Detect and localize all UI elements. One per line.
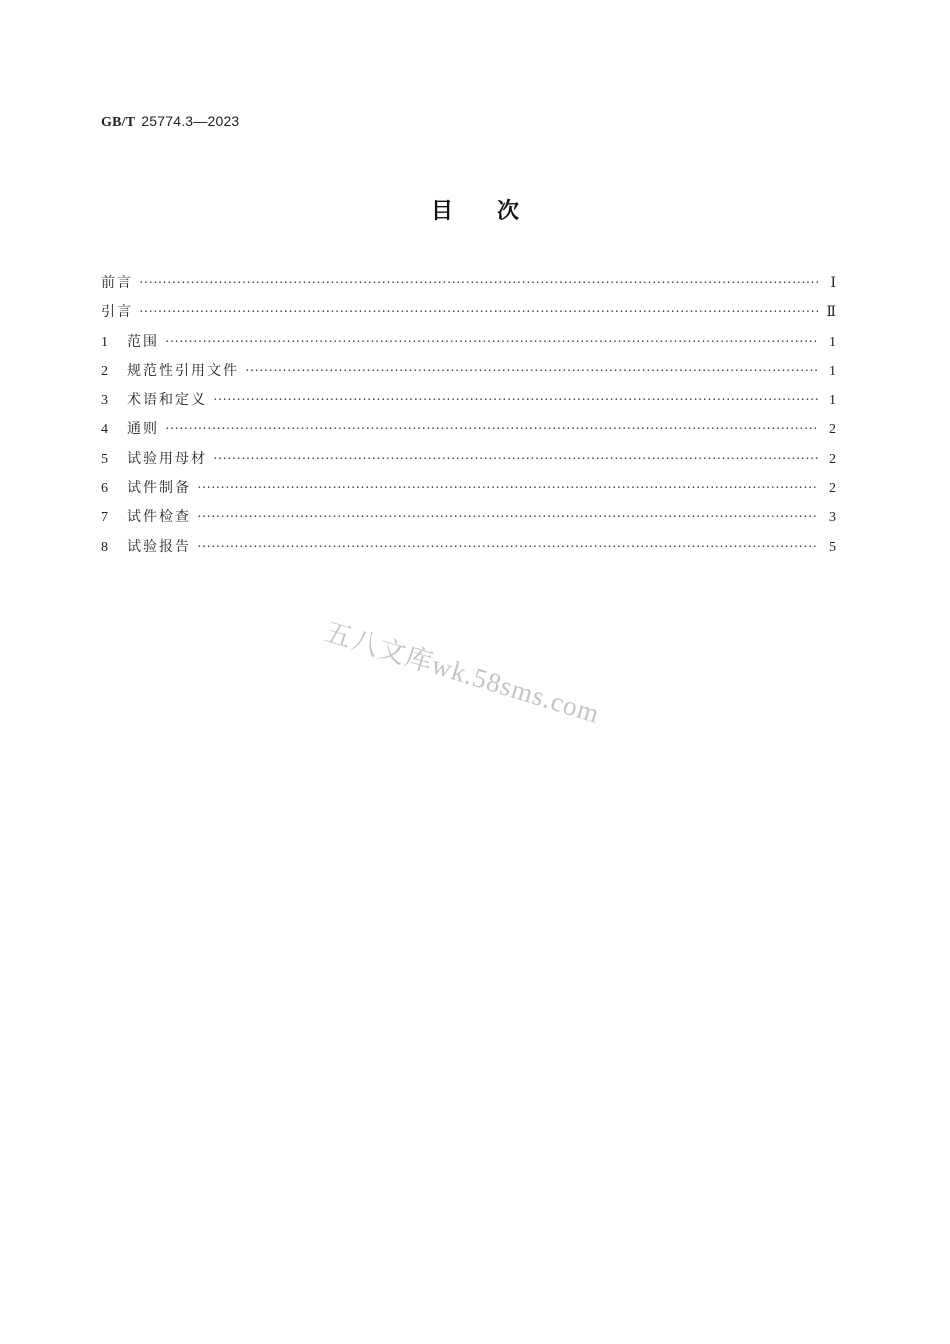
toc-entry-number: 2 <box>101 363 108 379</box>
standard-prefix: GB/T <box>101 115 136 130</box>
toc-entry-page: 3 <box>829 510 836 526</box>
toc-dot-leader <box>165 422 818 438</box>
toc-entry-label: 试件检查 <box>127 509 191 526</box>
toc-entry-number: 5 <box>101 451 108 467</box>
toc-entry-specimen-inspection[interactable] <box>101 506 836 535</box>
toc-entry-introduction[interactable] <box>101 301 836 330</box>
toc-heading-char-2: 次 <box>497 199 520 224</box>
toc-entry-label: 试验报告 <box>127 538 191 555</box>
toc-entry-page: 2 <box>829 451 836 467</box>
toc-entry-label: 通则 <box>127 421 159 438</box>
toc-dot-leader <box>197 510 818 526</box>
toc-dot-leader <box>139 276 818 292</box>
toc-entry-label: 规范性引用文件 <box>127 362 239 379</box>
toc-entry-general[interactable] <box>101 418 836 447</box>
toc-entry-label: 试验用母材 <box>127 450 207 467</box>
toc-heading <box>0 194 950 225</box>
toc-entry-number: 3 <box>101 393 108 409</box>
toc-dot-leader <box>213 393 818 409</box>
toc-entry-page: 1 <box>829 393 836 409</box>
toc-entry-scope[interactable] <box>101 331 836 360</box>
toc-entry-foreword[interactable] <box>101 272 836 301</box>
watermark: 五八文库wk.58sms.com <box>321 616 604 730</box>
toc-entry-label: 引言 <box>101 304 133 321</box>
toc-entry-specimen-preparation[interactable] <box>101 477 836 506</box>
toc-entry-page: 2 <box>829 481 836 497</box>
toc-entry-page: 1 <box>829 334 836 350</box>
toc-entry-normative-references[interactable] <box>101 360 836 389</box>
toc-entry-page: 2 <box>829 422 836 438</box>
toc-entry-page: 5 <box>829 539 836 555</box>
toc-dot-leader <box>165 335 818 351</box>
toc-entry-number: 6 <box>101 481 108 497</box>
toc-entry-label: 术语和定义 <box>127 392 207 409</box>
table-of-contents <box>101 272 836 565</box>
toc-entry-terms-definitions[interactable] <box>101 389 836 418</box>
toc-entry-page: Ⅱ <box>826 305 836 321</box>
toc-entry-number: 8 <box>101 539 108 555</box>
toc-dot-leader <box>139 305 818 321</box>
toc-dot-leader <box>245 364 818 380</box>
toc-dot-leader <box>213 452 818 468</box>
toc-entry-label: 范围 <box>127 333 159 350</box>
toc-entry-number: 4 <box>101 422 108 438</box>
toc-entry-label: 试件制备 <box>127 480 191 497</box>
toc-entry-test-report[interactable] <box>101 536 836 565</box>
standard-number: 25774.3—2023 <box>141 113 240 129</box>
toc-entry-base-material[interactable] <box>101 448 836 477</box>
toc-entry-page: 1 <box>829 363 836 379</box>
toc-heading-char-1: 目 <box>430 199 453 224</box>
toc-dot-leader <box>197 540 818 556</box>
toc-entry-number: 1 <box>101 334 108 350</box>
toc-dot-leader <box>197 481 818 497</box>
document-code <box>101 113 239 131</box>
toc-entry-page: Ⅰ <box>830 276 836 291</box>
toc-entry-number: 7 <box>101 510 108 526</box>
toc-entry-label: 前言 <box>101 275 133 291</box>
